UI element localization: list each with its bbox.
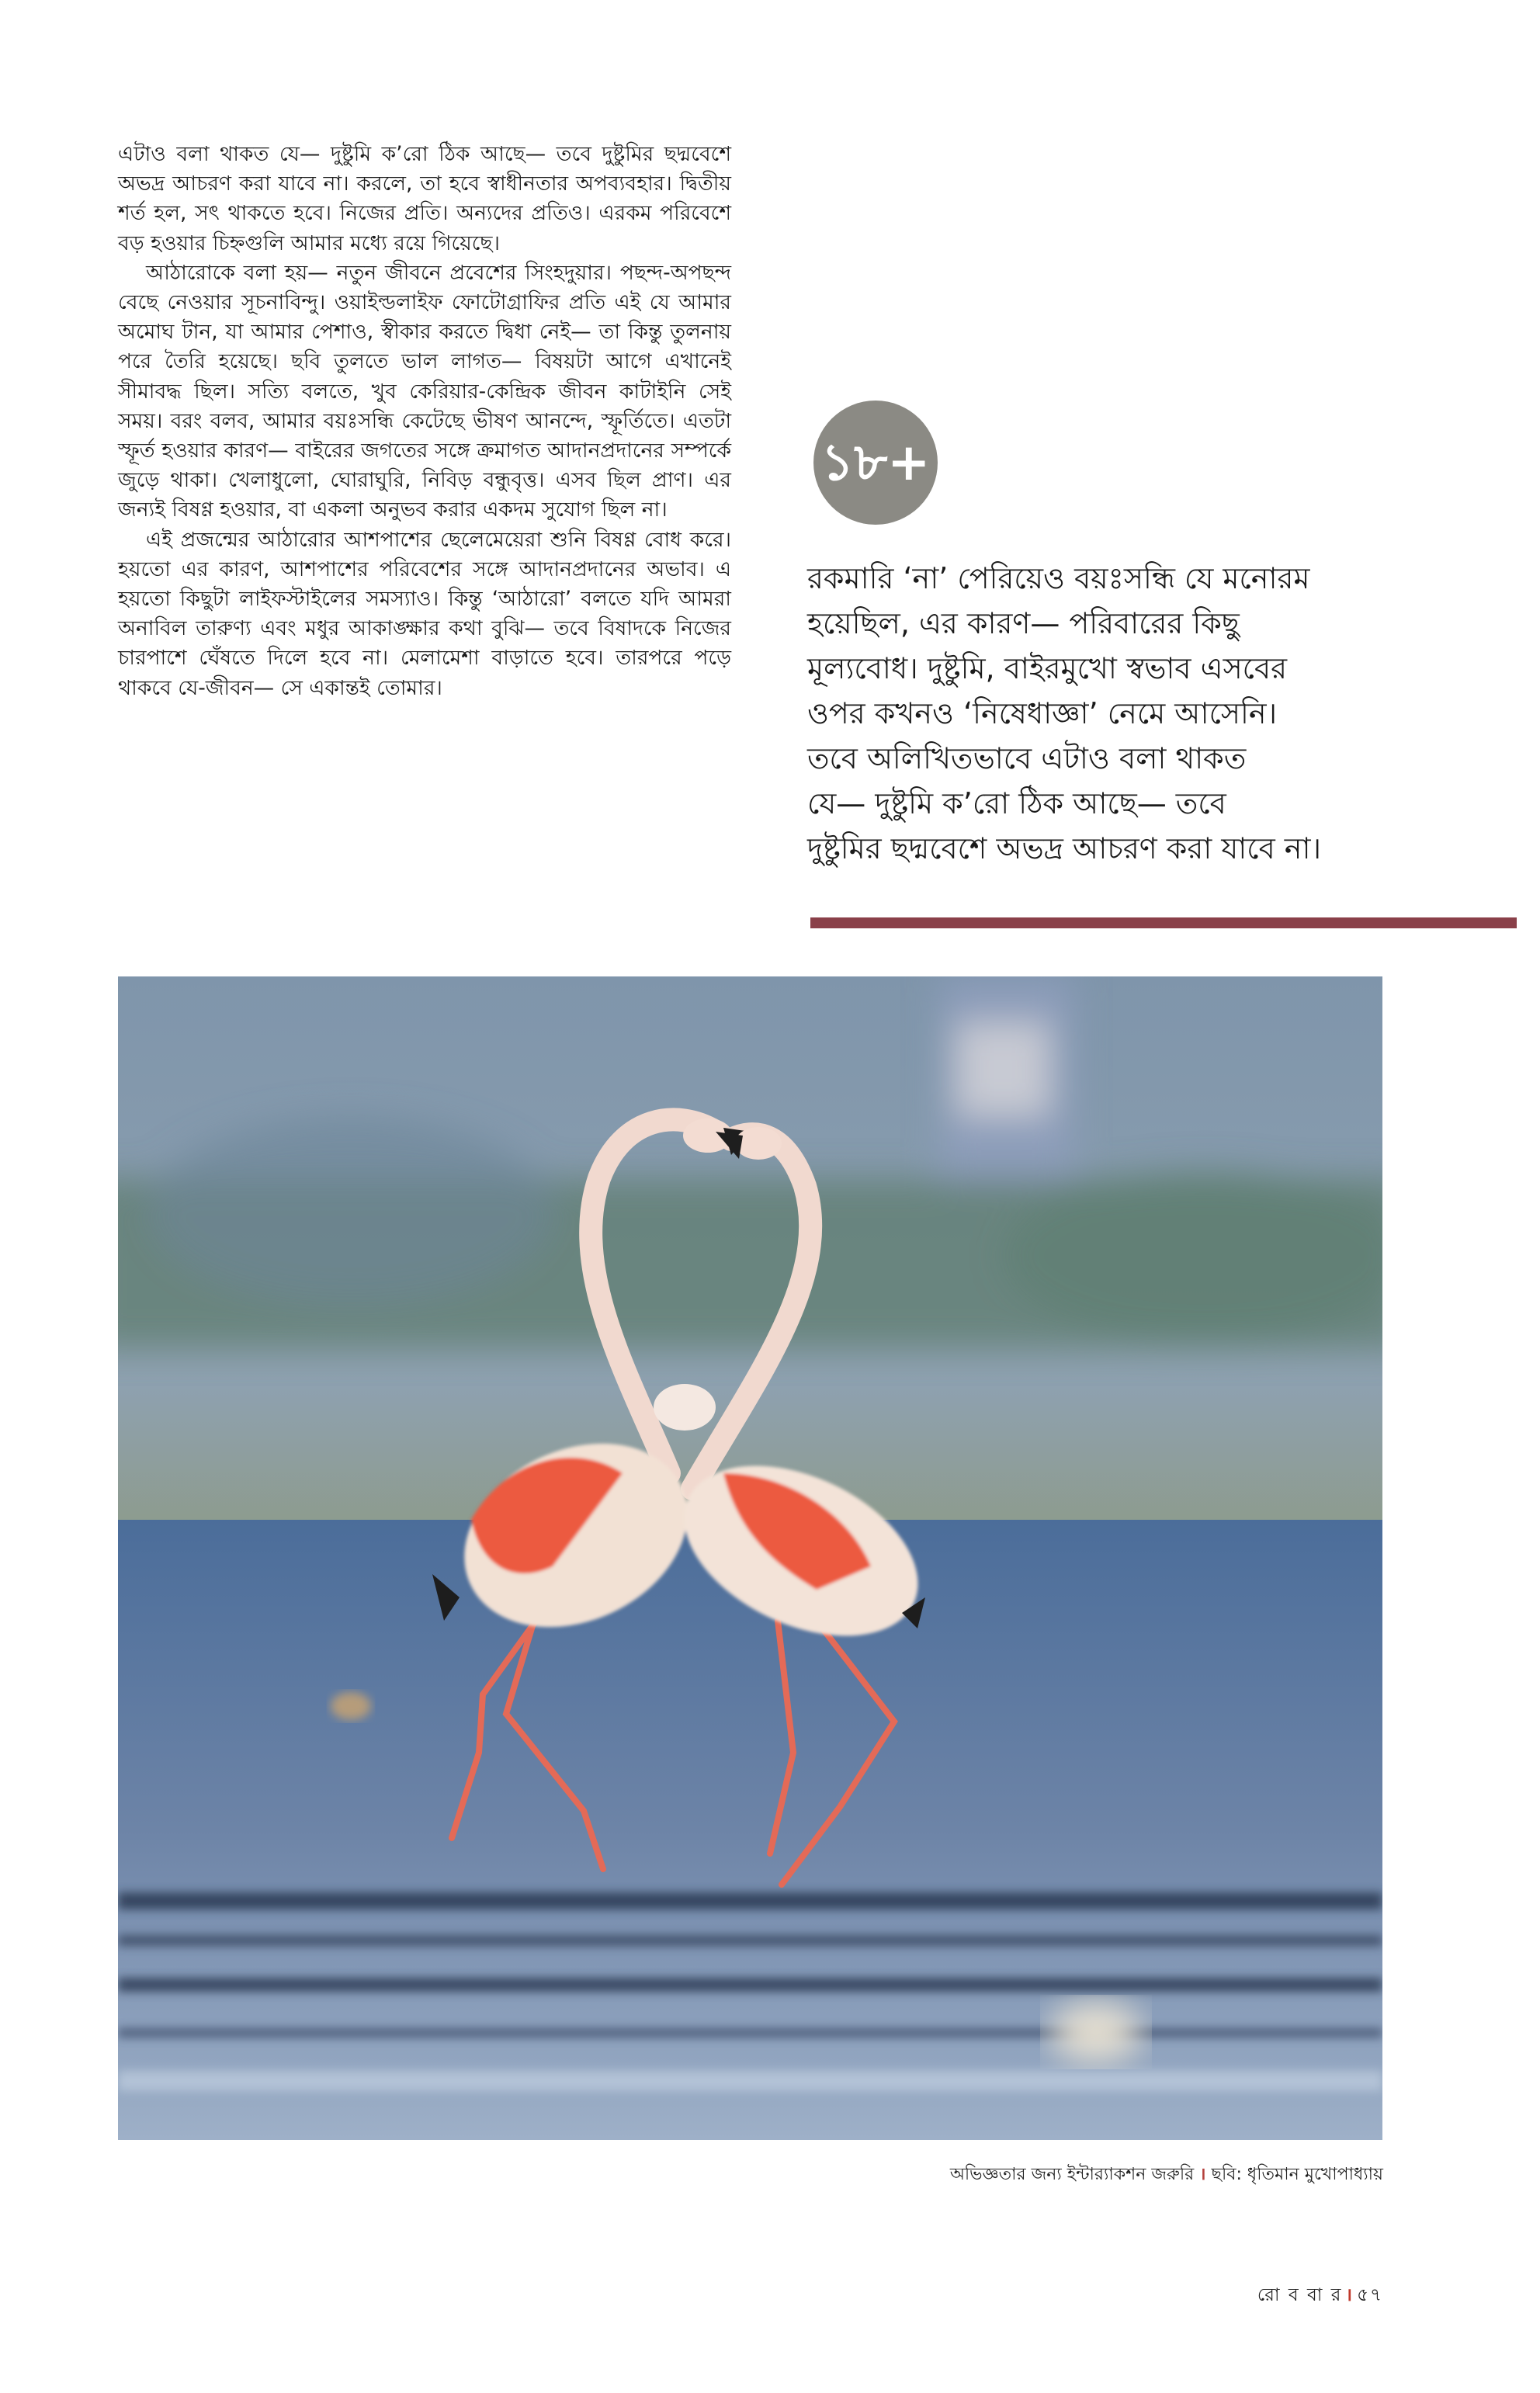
page-number: ৫৭ <box>1357 2285 1383 2305</box>
pull-quote-line: যে— দুষ্টুমি ক’রো ঠিক আছে— তবে <box>807 786 1226 820</box>
pull-quote-line: ওপর কখনও ‘নিষেধাজ্ঞা’ নেমে আসেনি। <box>807 696 1278 730</box>
footer-separator: । <box>1345 2285 1354 2305</box>
body-paragraph-2: আঠারোকে বলা হয়— নতুন জীবনে প্রবেশের সিংহদুয়ার। পছন্দ-অপছন্দ বেছে নেওয়ার সূচনাবিন্দু। ওয়াইল্ডলাইফ ফোটোগ্রাফির প্রতি এই যে আমার অমোঘ টান, যা আমার পেশাও, স্বীকার করতে দ্বিধা নেই— তা কিন্তু তুলনায় পরে তৈরি হয়েছে। ছবি তুলতে ভাল লাগত— বিষয়টা আগে এখানেই সীমাবদ্ধ ছিল। সত্যি বলতে, খুব কেরিয়ার-কেন্দ্রিক জীবন কাটাইনি সেই সময়। বরং বলব, আমার বয়ঃসন্ধি কেটেছে ভীষণ আনন্দে, স্ফূর্তিতে। এতটা স্ফূর্ত হওয়ার কারণ— বাইরের জগতের সঙ্গে ক্রমাগত আদানপ্রদানের সম্পর্কে জুড়ে থাকা। খেলাধুলো, ঘোরাঘুরি, নিবিড় বন্ধুবৃত্ত। এসব ছিল প্রাণ। এর জন্যই বিষণ্ণ হওয়ার, বা একলা অনুভব করার একদম সুযোগ ছিল না। <box>118 260 731 522</box>
pull-quote-line: তবে অলিখিতভাবে এটাও বলা থাকত <box>807 741 1247 775</box>
pull-quote-line: রকমারি ‘না’ পেরিয়েও বয়ঃসন্ধি যে মনোরম <box>807 561 1310 595</box>
eighteen-plus-logo <box>812 399 939 526</box>
photo-credit: ছবি: ধৃতিমান মুখোপাধ্যায় <box>1211 2165 1383 2184</box>
body-paragraph-3: এই প্রজন্মের আঠারোর আশপাশের ছেলেমেয়েরা শুনি বিষণ্ণ বোধ করে। হয়তো এর কারণ, আশপাশের পরিবেশের সঙ্গে আদানপ্রদানের অভাব। এ হয়তো কিছুটা লাইফস্টাইলের সমস্যাও। কিন্তু ‘আঠারো’ বলতে যদি আমরা অনাবিল তারুণ্য এবং মধুর আকাঙ্ক্ষার কথা বুঝি— তবে বিষাদকে নিজের চারপাশে ঘেঁষতে দিলে হবে না। মেলামেশা বাড়াতে হবে। তারপরে পড়ে থাকবে যে-জীবন— সে একান্তই তোমার। <box>118 527 731 700</box>
logo-text: ১৮+ <box>820 432 931 492</box>
pull-quote-line: মূল্যবোধ। দুষ্টুমি, বাইরমুখো স্বভাব এসবের <box>807 651 1287 685</box>
magazine-name: রো ব বা র <box>1257 2285 1343 2305</box>
caption-text: অভিজ্ঞতার জন্য ইন্টার‍্যাকশন জরুরি <box>949 2165 1195 2184</box>
pull-quote-divider <box>810 917 1517 928</box>
pull-quote-line: হয়েছিল, এর কারণ— পরিবারের কিছু <box>807 606 1240 640</box>
pull-quote-line: দুষ্টুমির ছদ্মবেশে অভদ্র আচরণ করা যাবে না। <box>807 831 1322 865</box>
caption-separator: । <box>1199 2165 1206 2184</box>
article-body-column <box>118 140 731 703</box>
body-paragraph-1: এটাও বলা থাকত যে— দুষ্টুমি ক’রো ঠিক আছে— তবে দুষ্টুমির ছদ্মবেশে অভদ্র আচরণ করা যাবে না। করলে, তা হবে স্বাধীনতার অপব্যবহার। দ্বিতীয় শর্ত হল, সৎ থাকতে হবে। নিজের প্রতি। অন্যদের প্রতিও। এরকম পরিবেশে বড় হওয়ার চিহ্নগুলি আমার মধ্যে রয়ে গিয়েছে। <box>118 142 731 255</box>
page-footer <box>1257 2280 1383 2311</box>
photo-caption <box>950 2161 1383 2190</box>
pull-quote <box>807 556 1420 871</box>
flamingo-photo <box>118 976 1382 2140</box>
